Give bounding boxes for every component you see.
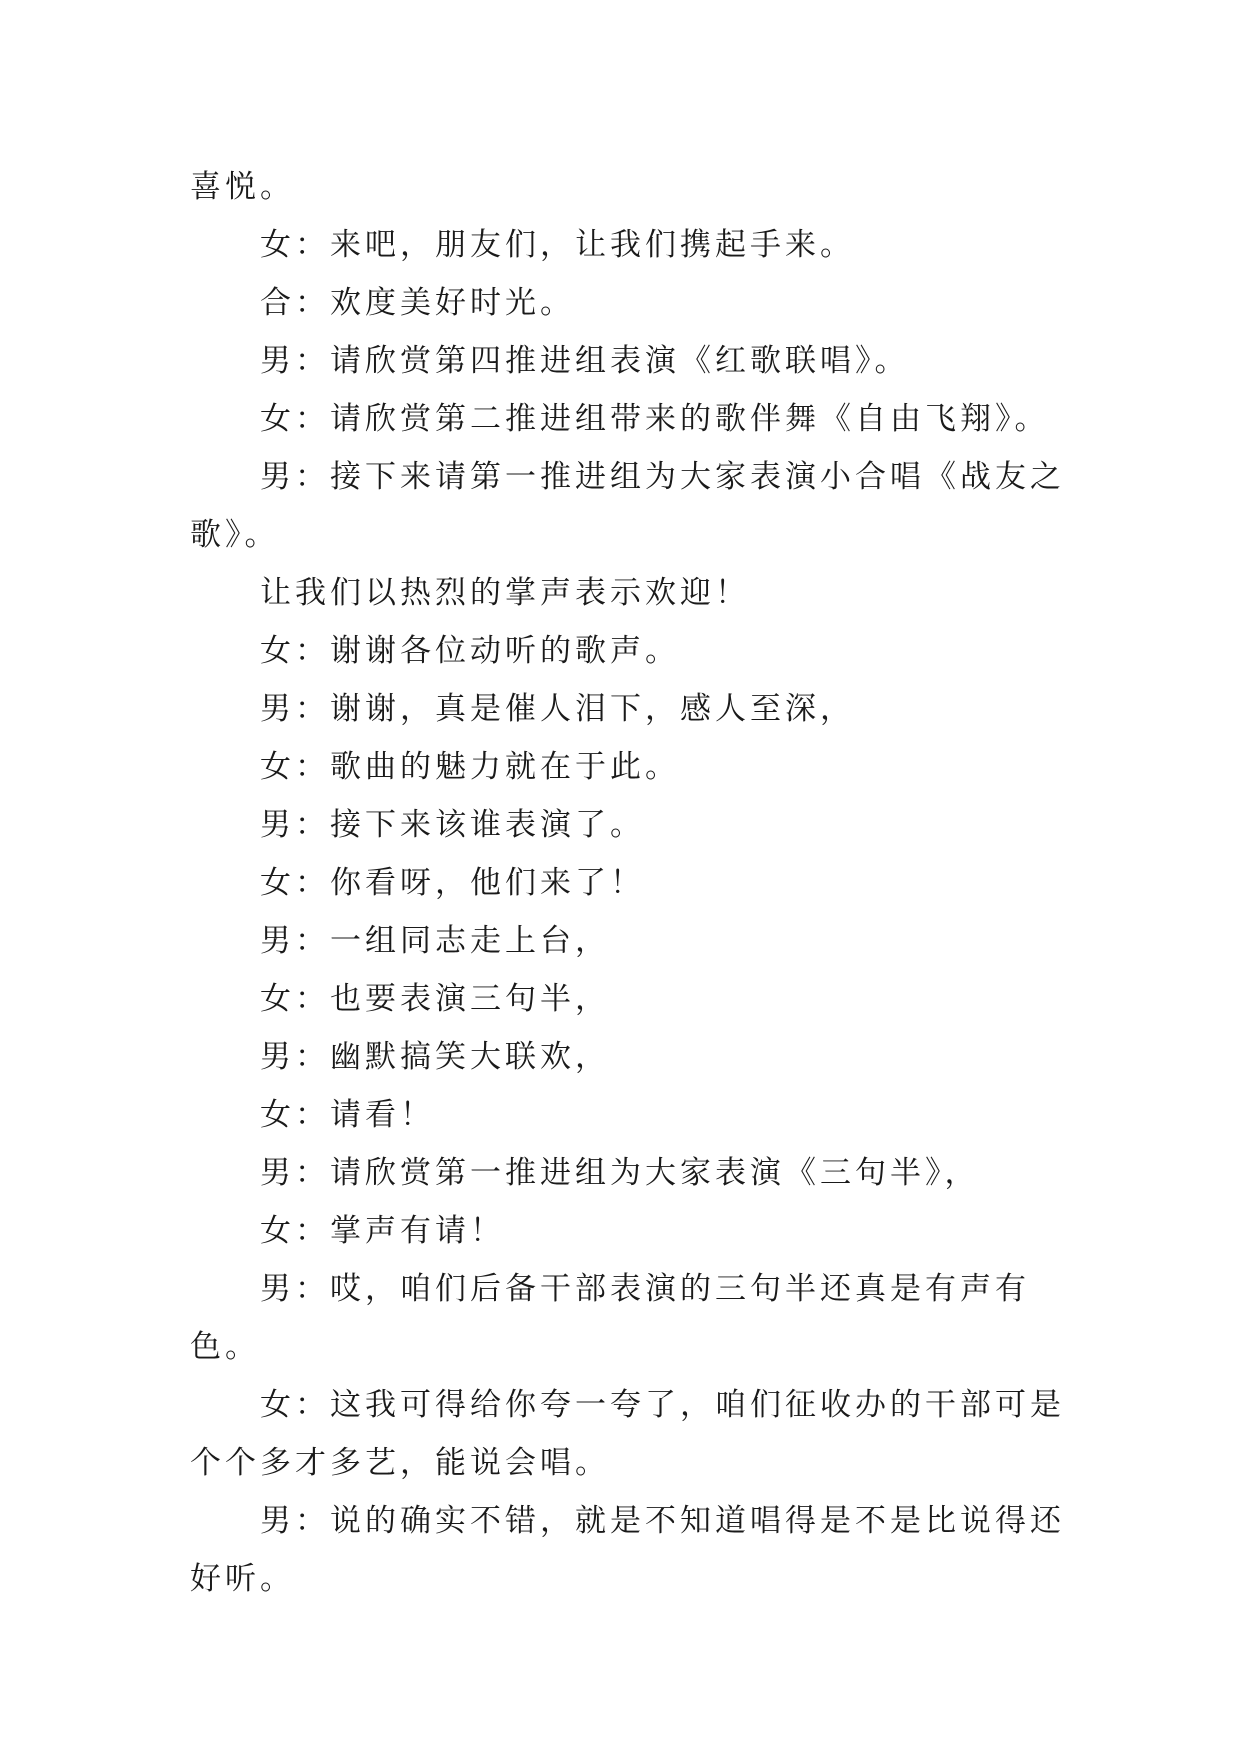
paragraph: 女：谢谢各位动听的歌声。 [260, 633, 680, 669]
paragraph: 男：哎，咱们后备干部表演的三句半还真是有声有色。 [190, 1271, 1030, 1365]
paragraph: 男：接下来请第一推进组为大家表演小合唱《战友之歌》。 [190, 459, 1065, 553]
document-body [190, 158, 1070, 1608]
paragraph: 女：这我可得给你夸一夸了，咱们征收办的干部可是个个多才多艺，能说会唱。 [190, 1387, 1065, 1481]
paragraph: 女：来吧，朋友们，让我们携起手来。 [260, 227, 855, 263]
paragraph: 女：请看！ [260, 1097, 435, 1133]
paragraph: 女：掌声有请！ [260, 1213, 505, 1249]
paragraph: 喜悦。 [190, 169, 295, 205]
paragraph: 合：欢度美好时光。 [260, 285, 575, 321]
paragraph: 男：请欣赏第四推进组表演《红歌联唱》。 [260, 343, 910, 379]
paragraph: 男：谢谢，真是催人泪下，感人至深， [260, 691, 855, 727]
paragraph: 男：一组同志走上台， [260, 923, 610, 959]
paragraph: 女：也要表演三句半， [260, 981, 610, 1017]
paragraph: 女：歌曲的魅力就在于此。 [260, 749, 680, 785]
paragraph: 女：你看呀，他们来了！ [260, 865, 645, 901]
paragraph: 女：请欣赏第二推进组带来的歌伴舞《自由飞翔》。 [260, 401, 1050, 437]
paragraph: 让我们以热烈的掌声表示欢迎！ [260, 575, 750, 611]
paragraph: 男：接下来该谁表演了。 [260, 807, 645, 843]
paragraph: 男：幽默搞笑大联欢， [260, 1039, 610, 1075]
paragraph: 男：请欣赏第一推进组为大家表演《三句半》， [260, 1155, 980, 1191]
paragraph: 男：说的确实不错，就是不知道唱得是不是比说得还好听。 [190, 1503, 1065, 1597]
